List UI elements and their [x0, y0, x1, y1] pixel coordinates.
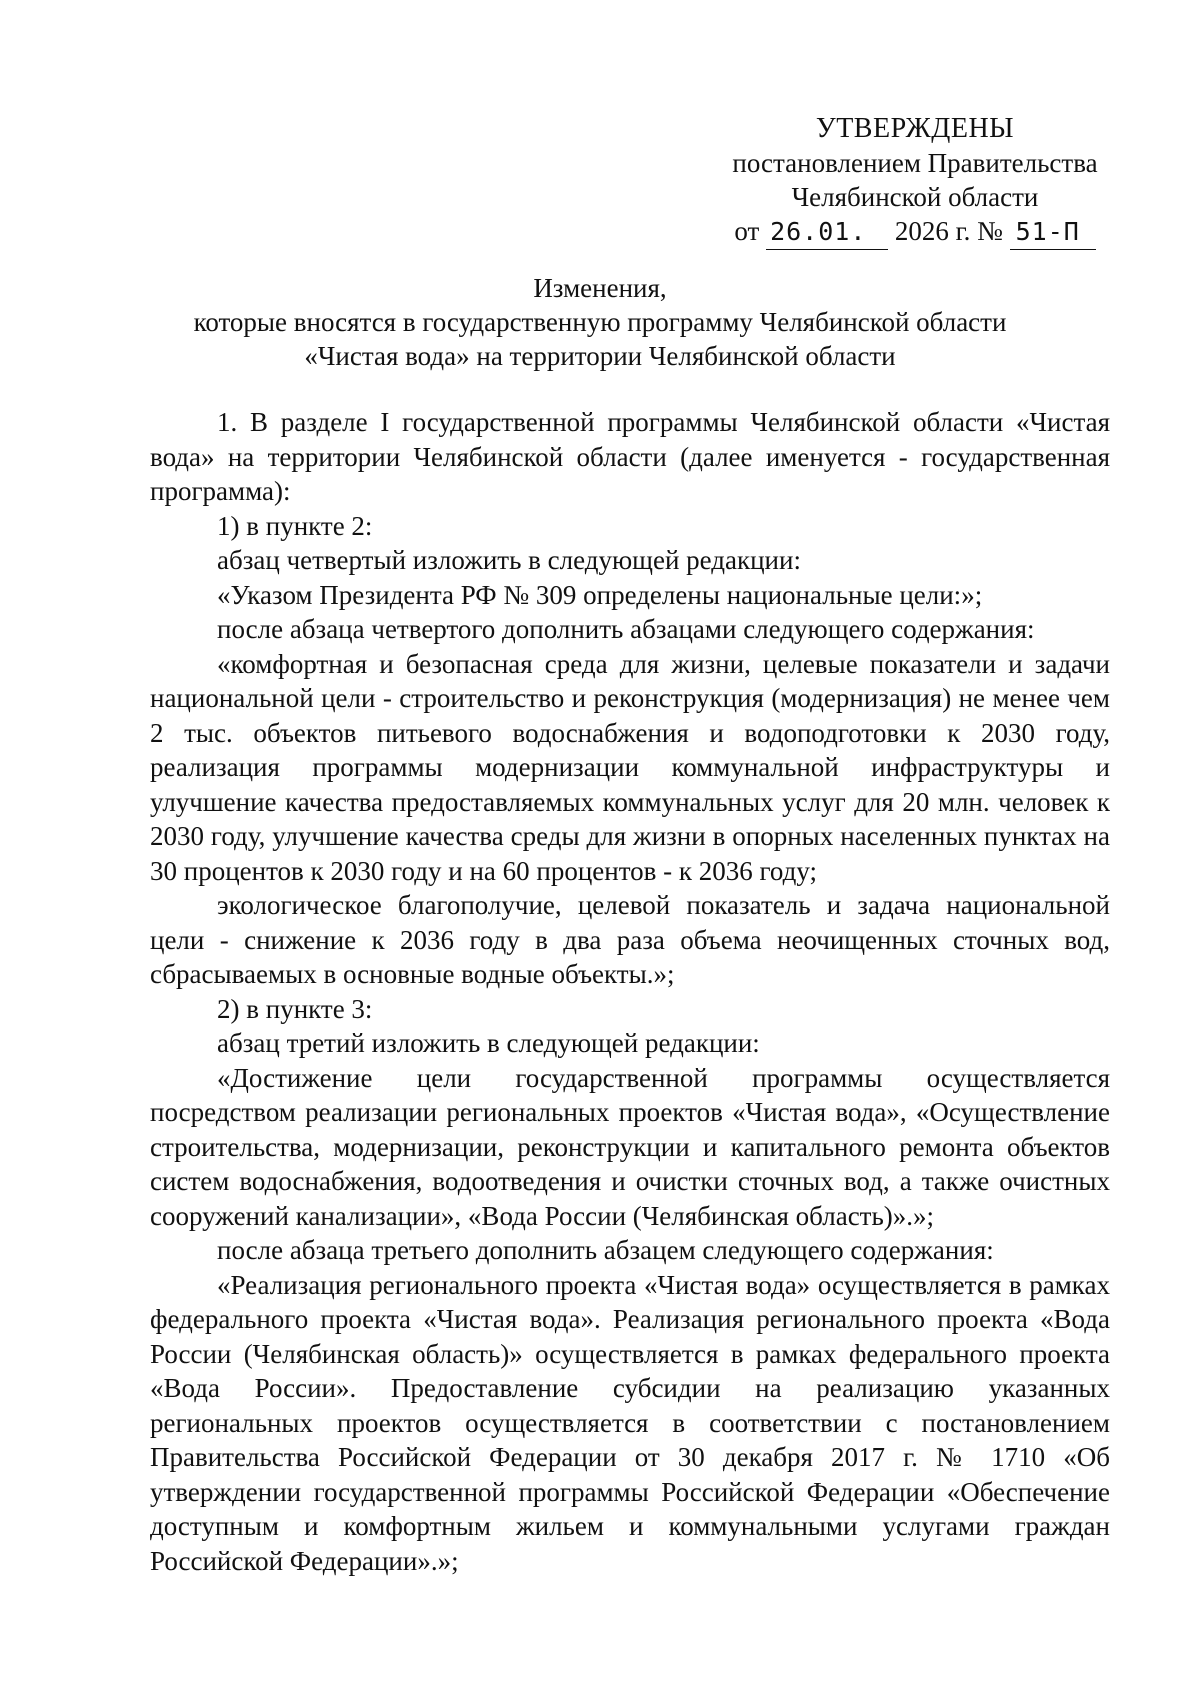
approval-line-1: постановлением Правительства	[732, 148, 1098, 178]
approval-heading: УТВЕРЖДЕНЫ	[815, 113, 1015, 144]
approval-date-line	[700, 214, 1130, 250]
paragraph-4: «Указом Президента РФ № 309 определены национальные цели:»;	[217, 579, 983, 610]
paragraph-3: абзац четвертый изложить в следующей редакции:	[217, 545, 801, 575]
number-field: 51-П	[1010, 215, 1096, 250]
paragraph-11: после абзаца третьего дополнить абзацем следующего содержания:	[217, 1235, 994, 1265]
year-text: 2026 г. №	[894, 216, 1003, 246]
paragraph-9: абзац третий изложить в следующей редакции:	[217, 1028, 760, 1058]
paragraph-1: 1. В разделе I государственной программы Челябинской области «Чистая вода» на территории Челябинской области (далее именуется - государственная программа):	[150, 407, 1110, 506]
paragraph-10: «Достижение цели государственной программы осуществляется посредством реализации региональных проектов «Чистая вода», «Осуществление строительства, модернизации, реконструкции и капитального ремонта объектов систем водоснабжения, водоотведения и очистки сточных вод, а также очистных сооружений канализации», «Вода России (Челябинская область)».»;	[150, 1062, 1110, 1231]
document-title	[150, 271, 1050, 373]
title-line-2: которые вносятся в государственную программу Челябинской области	[193, 307, 1007, 337]
date-prefix: от	[734, 216, 760, 246]
paragraph-2: 1) в пункте 2:	[217, 510, 373, 541]
paragraph-12: «Реализация регионального проекта «Чистая вода» осуществляется в рамках федерального проекта «Чистая вода». Реализация регионального проекта «Вода России (Челябинская область)» осуществляется в рамках федерального проекта «Вода России». Предоставление субсидии на реализацию указанных региональных проектов осуществляется в соответствии с постановлением Правительства Российской Федерации от 30 декабря 2017 г. № 1710 «Об утверждении государственной программы Российской Федерации «Обеспечение доступным и комфортным жильем и коммунальными услугами граждан Российской Федерации».»;	[150, 1269, 1110, 1576]
title-line-1: Изменения,	[533, 273, 667, 303]
document-body	[150, 405, 1110, 1578]
paragraph-7: экологическое благополучие, целевой показатель и задача национальной цели - снижение к 2036 году в два раза объема неочищенных сточных вод, сбрасываемых в основные водные объекты.»;	[150, 890, 1110, 989]
approval-stamp	[700, 112, 1130, 250]
approval-line-2: Челябинской области	[791, 182, 1039, 212]
paragraph-8: 2) в пункте 3:	[217, 993, 373, 1024]
date-field: 26.01.	[766, 215, 888, 250]
paragraph-6: «комфортная и безопасная среда для жизни, целевые показатели и задачи национальной цели - строительство и реконструкция (модернизация) не менее чем 2 тыс. объектов питьевого водоснабжения и водоподготовки к 2030 году, реализация программы модернизации коммунальной инфраструктуры и улучшение качества предоставляемых коммунальных услуг для 20 млн. человек к 2030 году, улучшение качества среды для жизни в опорных населенных пунктах на 30 процентов к 2030 году и на 60 процентов - к 2036 году;	[150, 648, 1110, 886]
title-line-3: «Чистая вода» на территории Челябинской области	[304, 341, 896, 371]
paragraph-5: после абзаца четвертого дополнить абзацами следующего содержания:	[217, 614, 1035, 644]
